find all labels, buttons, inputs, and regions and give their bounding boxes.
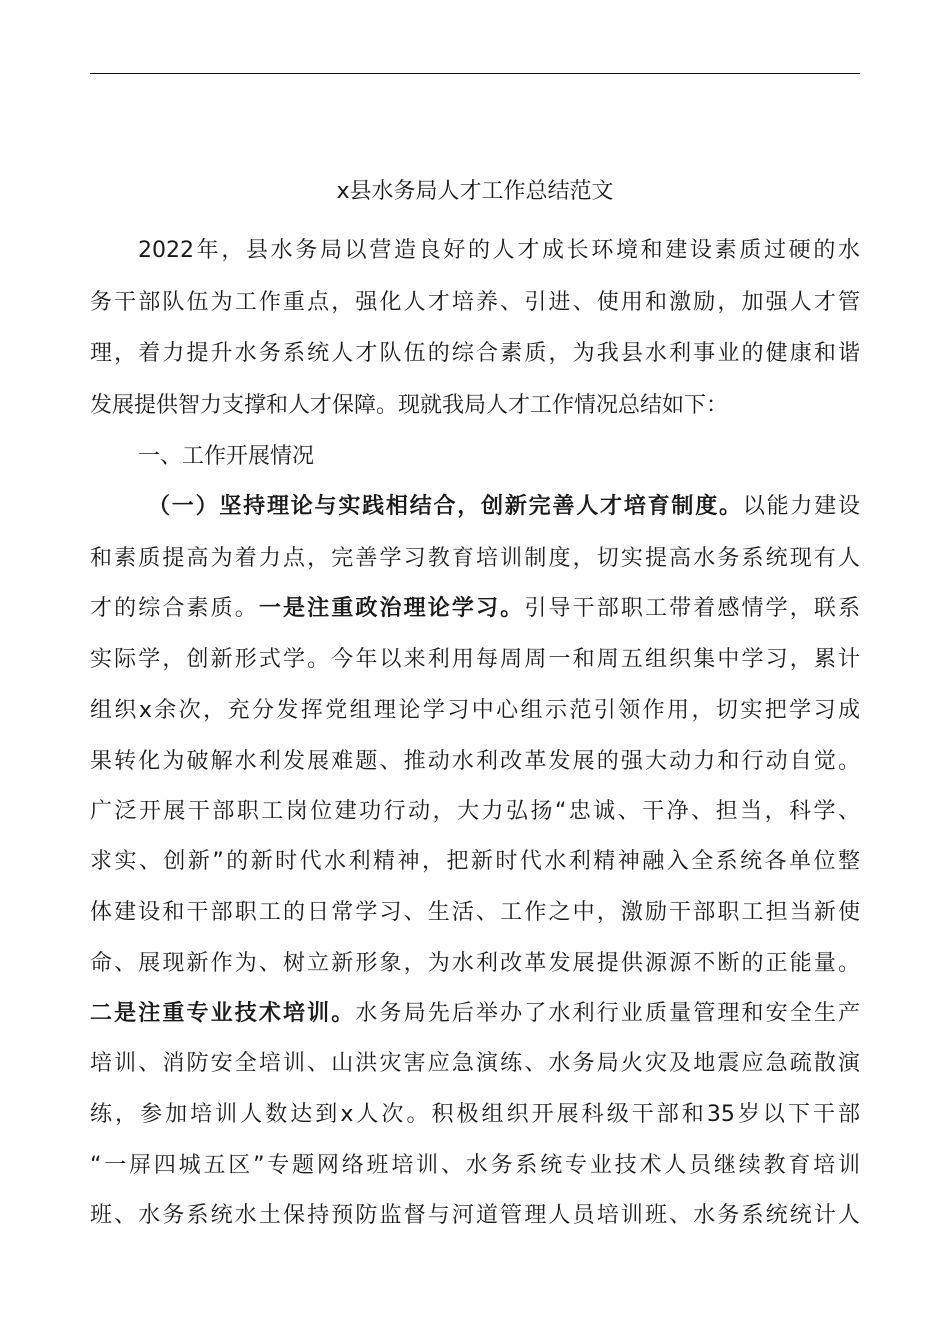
body-line xyxy=(90,1150,860,1182)
body-text: 体建设和干部职工的日常学习、生活、工作之中，激励干部职工担当新使 xyxy=(90,900,860,925)
body-line xyxy=(90,998,860,1030)
body-line xyxy=(90,846,860,878)
body-text: 一、工作开展情况 xyxy=(138,444,315,469)
body-text: 组织x余次，充分发挥党组理论学习中心组示范引领作用，切实把学习成 xyxy=(90,698,860,723)
body-line xyxy=(90,746,860,778)
body-line xyxy=(90,287,860,319)
bold-heading-text: （一）坚持理论与实践相结合，创新完善人才培育制度。 xyxy=(148,494,743,519)
body-text: 求实、创新”的新时代水利精神，把新时代水利精神融入全系统各单位整 xyxy=(90,849,860,874)
body-text: 发展提供智力支撑和人才保障。现就我局人才工作情况总结如下： xyxy=(90,393,729,418)
body-text: “一屏四城五区”专题网络班培训、水务系统专业技术人员继续教育培训 xyxy=(90,1153,860,1178)
body-text: 练，参加培训人数达到x人次。积极组织开展科级干部和35岁以下干部 xyxy=(90,1102,860,1127)
body-text: 水务局先后举办了水利行业质量管理和安全生产 xyxy=(355,1001,860,1026)
body-line xyxy=(90,644,860,676)
body-text: 理，着力提升水务系统人才队伍的综合素质，为我县水利事业的健康和谐 xyxy=(90,341,860,366)
body-text: 班、水务系统水土保持预防监督与河道管理人员培训班、水务系统统计人 xyxy=(90,1203,860,1228)
bold-heading-text: 一是注重政治理论学习。 xyxy=(258,596,525,621)
body-text: 以能力建设 xyxy=(742,494,860,519)
body-line xyxy=(90,695,860,727)
body-line xyxy=(138,235,860,267)
body-text: 务干部队伍为工作重点，强化人才培养、引进、使用和激励，加强人才管 xyxy=(90,290,860,315)
body-line xyxy=(148,491,860,523)
body-text: 果转化为破解水利发展难题、推动水利改革发展的强大动力和行动自觉。 xyxy=(90,749,860,774)
body-line xyxy=(90,1048,860,1080)
body-line xyxy=(90,593,860,625)
body-line xyxy=(90,897,860,929)
body-line xyxy=(90,796,860,828)
body-text: 才的综合素质。 xyxy=(90,596,259,621)
body-text: 命、展现新作为、树立新形象，为水利改革发展提供源源不断的正能量。 xyxy=(90,951,860,976)
body-text: 引导干部职工带着感情学，联系 xyxy=(524,596,860,621)
body-text: 实际学，创新形式学。今年以来利用每周周一和周五组织集中学习，累计 xyxy=(90,647,860,672)
body-text: 培训、消防安全培训、山洪灾害应急演练、水务局火灾及地震应急疏散演 xyxy=(90,1051,860,1076)
body-text: 和素质提高为着力点，完善学习教育培训制度，切实提高水务系统现有人 xyxy=(90,546,860,571)
body-line xyxy=(90,543,860,575)
body-line xyxy=(90,338,860,370)
document-title: x县水务局人才工作总结范文 xyxy=(336,179,614,204)
body-line xyxy=(90,1200,860,1232)
body-line xyxy=(90,948,860,980)
body-line xyxy=(90,390,860,422)
body-line xyxy=(138,441,860,473)
bold-heading-text: 二是注重专业技术培训。 xyxy=(90,1001,356,1026)
body-text: 2022年，县水务局以营造良好的人才成长环境和建设素质过硬的水 xyxy=(138,238,860,263)
body-line xyxy=(90,1099,860,1131)
body-text: 广泛开展干部职工岗位建功行动，大力弘扬“忠诚、干净、担当，科学、 xyxy=(90,799,860,824)
header-rule xyxy=(90,73,860,74)
